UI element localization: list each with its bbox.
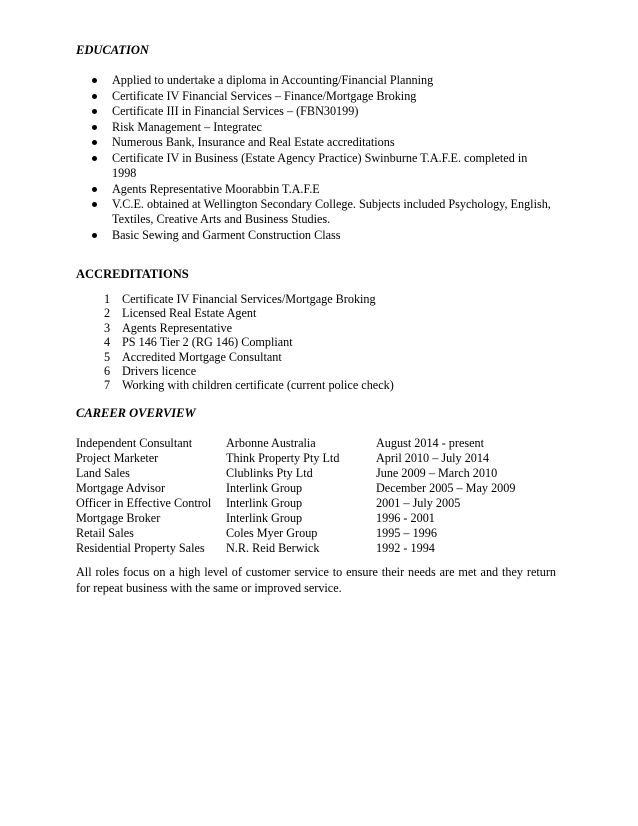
- list-item: [92, 120, 552, 135]
- accreditation-text: Licensed Real Estate Agent: [122, 306, 257, 321]
- table-row: [76, 466, 515, 481]
- list-item: [92, 73, 552, 88]
- period-cell: December 2005 – May 2009: [376, 481, 516, 495]
- role-cell: Officer in Effective Control: [76, 496, 212, 510]
- bullet-icon: [92, 140, 97, 145]
- table-row: [76, 496, 515, 511]
- education-list: [92, 73, 552, 243]
- bullet-icon: [92, 109, 97, 114]
- career-summary: All roles focus on a high level of customer service to ensure their needs are met and they return for repeat business with the same or improved service.: [76, 565, 556, 595]
- table-row: [76, 481, 515, 496]
- accreditation-text: Accredited Mortgage Consultant: [122, 349, 282, 364]
- accreditation-text: Certificate IV Financial Services/Mortgage Broking: [122, 292, 376, 306]
- bullet-icon: [92, 202, 97, 207]
- career-table: [76, 436, 515, 556]
- education-item-text: Agents Representative Moorabbin T.A.F.E: [112, 181, 320, 196]
- company-cell: Coles Myer Group: [226, 526, 318, 540]
- education-item-text: V.C.E. obtained at Wellington Secondary College. Subjects included Psychology, English, Textiles, Creative Arts and Business Studies.: [112, 197, 551, 227]
- list-item: [104, 335, 394, 349]
- list-number: 7: [104, 378, 111, 393]
- period-cell: June 2009 – March 2010: [376, 466, 498, 480]
- education-item-text: Basic Sewing and Garment Construction Class: [112, 227, 341, 242]
- list-item: [92, 104, 552, 119]
- education-item-text: Numerous Bank, Insurance and Real Estate accreditations: [112, 135, 395, 150]
- period-cell: 1992 - 1994: [376, 541, 435, 555]
- period-cell: 2001 – July 2005: [376, 496, 461, 510]
- bullet-icon: [92, 233, 97, 238]
- list-number: 5: [104, 349, 111, 364]
- role-cell: Mortgage Broker: [76, 511, 161, 525]
- list-item: [92, 197, 552, 227]
- list-item: [104, 378, 394, 392]
- company-cell: Interlink Group: [226, 511, 303, 525]
- accreditation-text: Drivers licence: [122, 363, 197, 378]
- list-item: [92, 228, 552, 243]
- role-cell: Independent Consultant: [76, 436, 193, 450]
- list-number: 1: [104, 292, 111, 306]
- list-number: 2: [104, 306, 111, 321]
- career-overview-heading: CAREER OVERVIEW: [76, 406, 196, 420]
- role-cell: Residential Property Sales: [76, 541, 205, 555]
- table-row: [76, 511, 515, 526]
- bullet-icon: [92, 125, 97, 130]
- role-cell: Mortgage Advisor: [76, 481, 166, 495]
- table-row: [76, 541, 515, 556]
- list-item: [104, 350, 394, 364]
- list-item: [92, 151, 552, 181]
- bullet-icon: [92, 187, 97, 192]
- company-cell: N.R. Reid Berwick: [226, 541, 320, 555]
- period-cell: April 2010 – July 2014: [376, 451, 490, 465]
- role-cell: Project Marketer: [76, 451, 159, 465]
- education-item-text: Certificate III in Financial Services – (FBN30199): [112, 104, 359, 119]
- table-row: [76, 451, 515, 466]
- role-cell: Land Sales: [76, 466, 130, 480]
- accreditations-heading: ACCREDITATIONS: [76, 267, 189, 281]
- bullet-icon: [92, 78, 97, 83]
- list-number: 3: [104, 320, 111, 335]
- company-cell: Interlink Group: [226, 496, 303, 510]
- bullet-icon: [92, 94, 97, 99]
- education-item-text: Certificate IV Financial Services – Finance/Mortgage Broking: [112, 88, 417, 103]
- company-cell: Interlink Group: [226, 481, 303, 495]
- accreditations-list: [104, 292, 394, 393]
- role-cell: Retail Sales: [76, 526, 134, 540]
- list-item: [92, 135, 552, 150]
- table-row: [76, 526, 515, 541]
- accreditation-text: Working with children certificate (current police check): [122, 378, 394, 393]
- bullet-icon: [92, 156, 97, 161]
- company-cell: Clublinks Pty Ltd: [226, 466, 313, 480]
- period-cell: 1995 – 1996: [376, 526, 437, 540]
- list-item: [104, 364, 394, 378]
- list-item: [104, 292, 394, 306]
- company-cell: Think Property Pty Ltd: [226, 451, 340, 465]
- accreditation-text: PS 146 Tier 2 (RG 146) Compliant: [122, 335, 293, 350]
- list-item: [104, 321, 394, 335]
- company-cell: Arbonne Australia: [226, 436, 316, 450]
- period-cell: 1996 - 2001: [376, 511, 435, 525]
- list-item: [92, 182, 552, 197]
- list-number: 4: [104, 335, 111, 350]
- education-item-text: Applied to undertake a diploma in Accounting/Financial Planning: [112, 73, 434, 87]
- table-row: [76, 436, 515, 451]
- list-item: [104, 306, 394, 320]
- education-item-text: Certificate IV in Business (Estate Agency Practice) Swinburne T.A.F.E. completed in 1998: [112, 150, 528, 180]
- education-heading: EDUCATION: [76, 43, 149, 57]
- list-item: [92, 89, 552, 104]
- education-item-text: Risk Management – Integratec: [112, 119, 262, 134]
- accreditation-text: Agents Representative: [122, 320, 232, 335]
- period-cell: August 2014 - present: [376, 436, 484, 450]
- list-number: 6: [104, 363, 111, 378]
